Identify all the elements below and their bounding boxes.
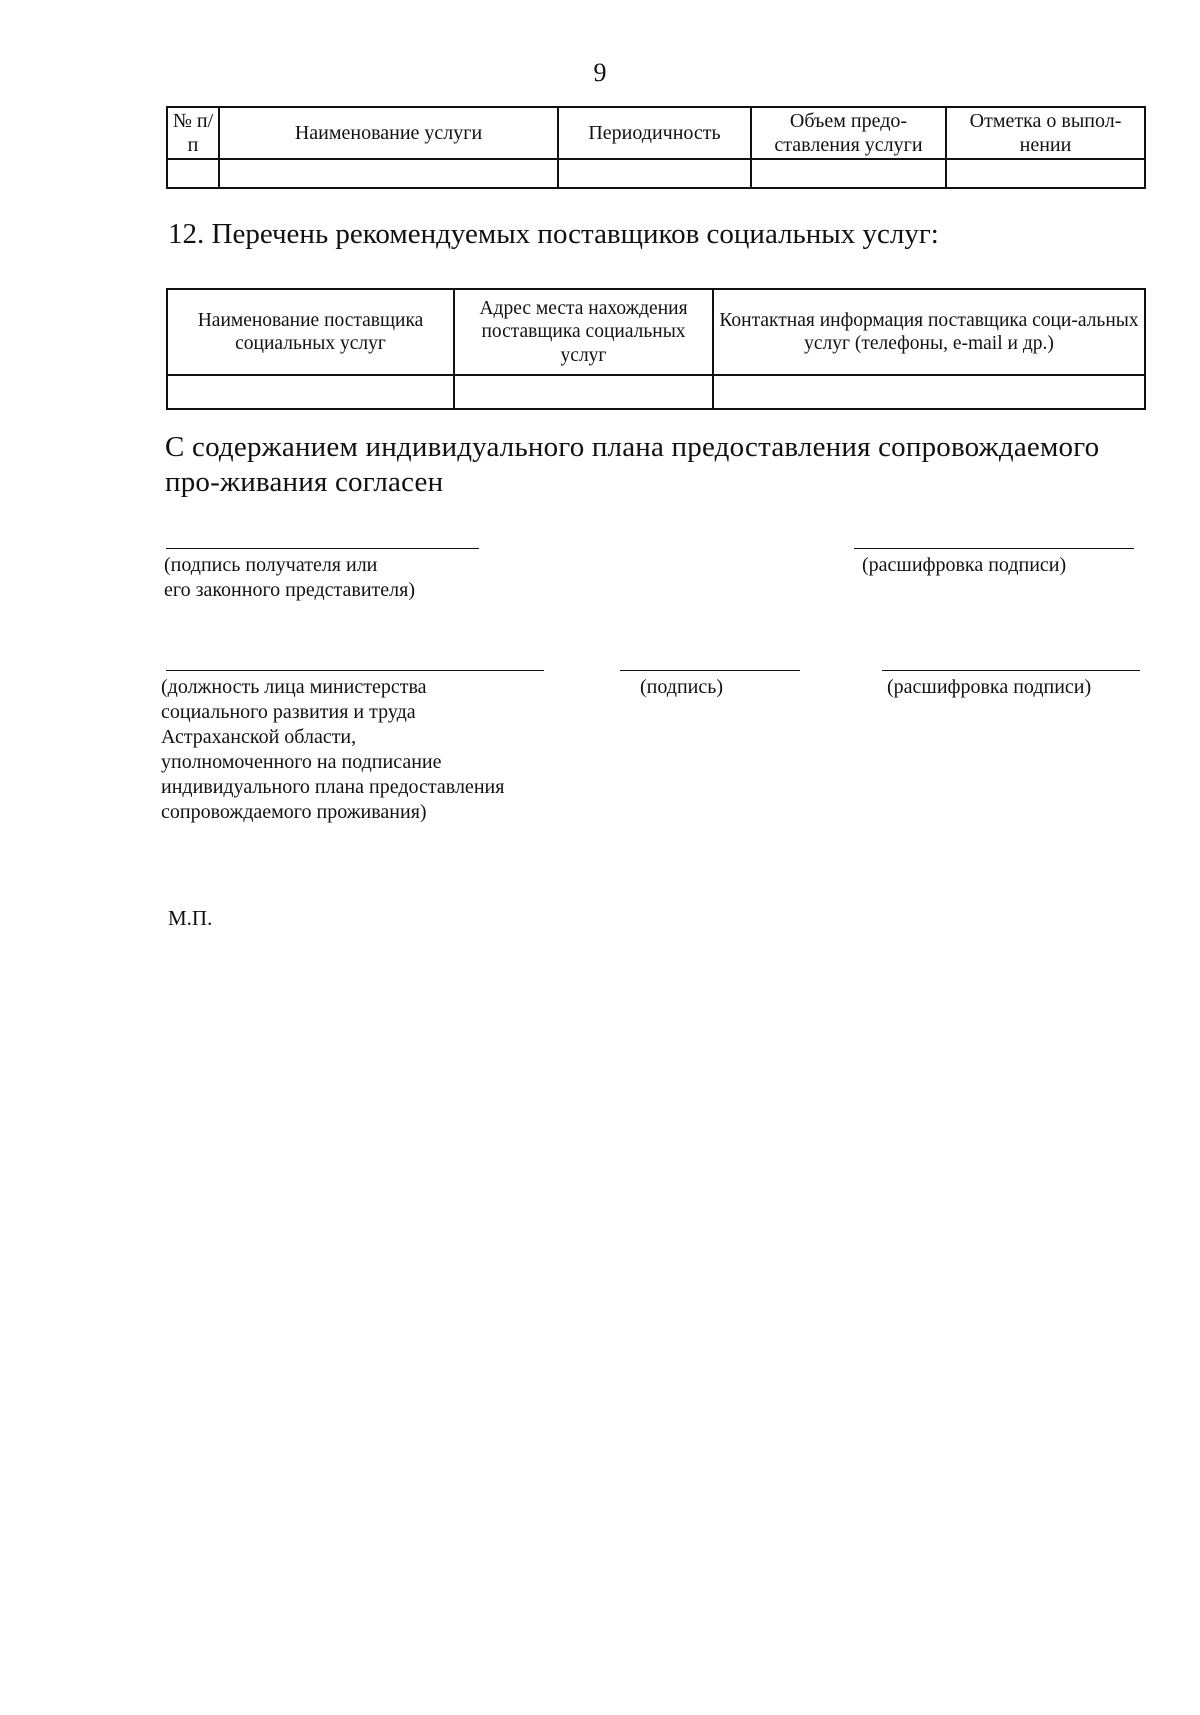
services-col-service-name: Наименование услуги (219, 107, 558, 159)
providers-col-contacts: Контактная информация поставщика соци-альных услуг (телефоны, e-mail и др.) (713, 289, 1145, 375)
official-signature-caption: (подпись) (640, 676, 724, 698)
table-row (167, 159, 1145, 188)
recipient-signature-line (166, 548, 479, 549)
official-decoding-caption: (расшифровка подписи) (887, 676, 1092, 698)
services-table (166, 106, 1146, 189)
official-position-caption: (должность лица министерства социального развития и труда Астраханской области, уполномоченного на подписание индивидуального плана предоставления сопровождаемого проживания) (161, 676, 505, 823)
table-cell (558, 159, 751, 188)
providers-col-name: Наименование поставщика социальных услуг (167, 289, 454, 375)
official-signature-line (620, 670, 800, 671)
providers-table (166, 288, 1146, 410)
table-cell (946, 159, 1145, 188)
recipient-decoding-caption: (расшифровка подписи) (862, 554, 1067, 576)
official-decoding-line (882, 670, 1140, 671)
page-number: 9 (593, 58, 607, 87)
recipient-signature-caption: (подпись получателя или его законного представителя) (164, 554, 416, 601)
services-col-volume: Объем предо-ставления услуги (751, 107, 946, 159)
services-table-header-row (167, 107, 1145, 159)
services-col-number: № п/п (167, 107, 219, 159)
services-col-frequency: Периодичность (558, 107, 751, 159)
table-cell (454, 375, 713, 409)
table-cell (167, 375, 454, 409)
table-cell (219, 159, 558, 188)
table-row (167, 375, 1145, 409)
providers-table-header-row (167, 289, 1145, 375)
stamp-placeholder: М.П. (168, 906, 213, 930)
consent-statement: С содержанием индивидуального плана предоставления сопровождаемого про-живания согласен (165, 431, 1100, 498)
table-cell (167, 159, 219, 188)
providers-heading: 12. Перечень рекомендуемых поставщиков социальных услуг: (168, 218, 939, 250)
providers-col-address: Адрес места нахождения поставщика социальных услуг (454, 289, 713, 375)
recipient-decoding-line (854, 548, 1134, 549)
table-cell (751, 159, 946, 188)
table-cell (713, 375, 1145, 409)
official-position-line (166, 670, 544, 671)
services-col-completion-mark: Отметка о выпол-нении (946, 107, 1145, 159)
